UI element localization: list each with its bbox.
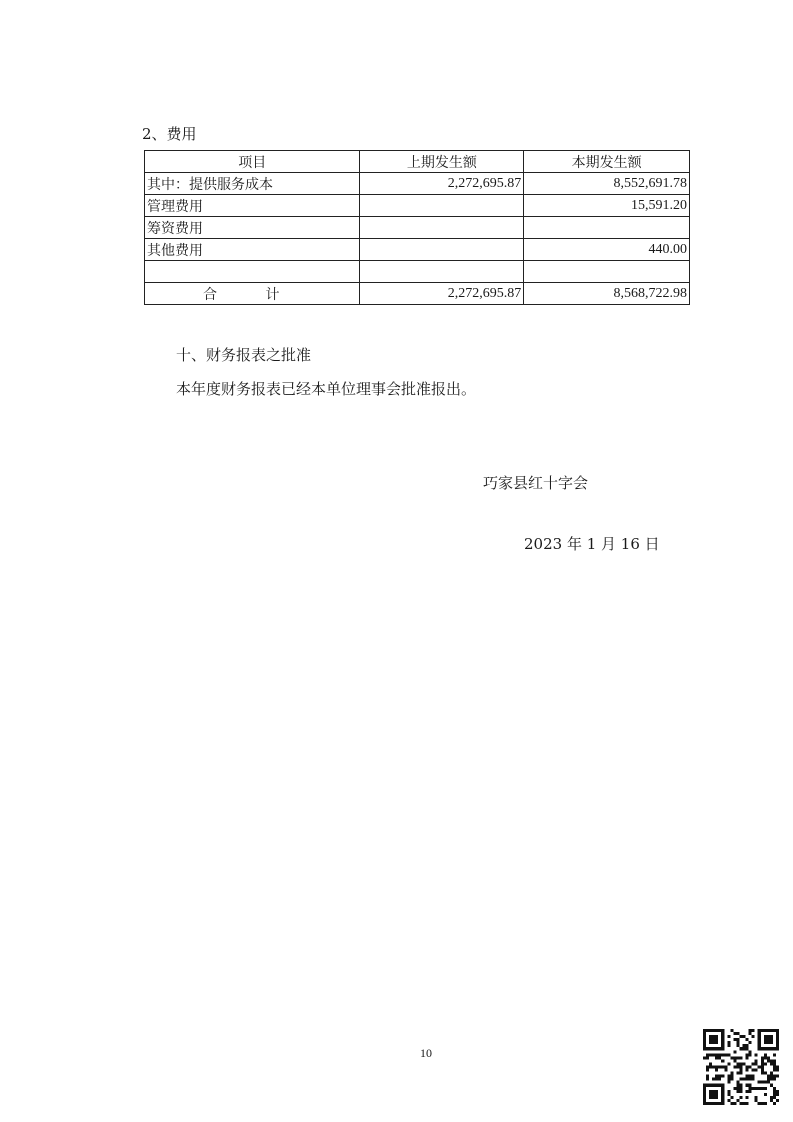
total-label: 合 计 (145, 283, 360, 305)
row-curr-value: 8,552,691.78 (524, 173, 690, 195)
header-item: 项目 (145, 151, 360, 173)
table-row (145, 239, 690, 261)
table-row (145, 217, 690, 239)
header-curr-period: 本期发生额 (524, 151, 690, 173)
row-prev-value: 2,272,695.87 (360, 173, 524, 195)
row-curr-value: 440.00 (524, 239, 690, 261)
page-number: 10 (420, 1046, 432, 1060)
row-curr-value (524, 217, 690, 239)
table-total-row (145, 283, 690, 305)
table-row (145, 173, 690, 195)
section-title-fees: 2、费用 (142, 125, 197, 143)
section-10-text: 本年度财务报表已经本单位理事会批准报出。 (176, 380, 477, 398)
row-curr-value: 15,591.20 (524, 195, 690, 217)
row-curr-value (524, 261, 690, 283)
row-prev-value (360, 239, 524, 261)
signature-date: 2023 年 1 月 16 日 (524, 535, 660, 553)
table-row (145, 195, 690, 217)
total-prev-value: 2,272,695.87 (360, 283, 524, 305)
row-item-label: 筹资费用 (145, 217, 360, 239)
row-prev-value (360, 261, 524, 283)
table-row-empty (145, 261, 690, 283)
fee-table (144, 150, 690, 305)
row-item-label: 其他费用 (145, 239, 360, 261)
row-item-label: 管理费用 (145, 195, 360, 217)
section-10-heading: 十、财务报表之批准 (176, 346, 312, 364)
row-prev-value (360, 195, 524, 217)
signature-org: 巧家县红十字会 (483, 474, 589, 492)
header-prev-period: 上期发生额 (360, 151, 524, 173)
table-header-row (145, 151, 690, 173)
row-item-label: 其中：提供服务成本 (145, 173, 360, 195)
row-prev-value (360, 217, 524, 239)
qr-code-icon (703, 1029, 779, 1105)
total-curr-value: 8,568,722.98 (524, 283, 690, 305)
row-item-label (145, 261, 360, 283)
